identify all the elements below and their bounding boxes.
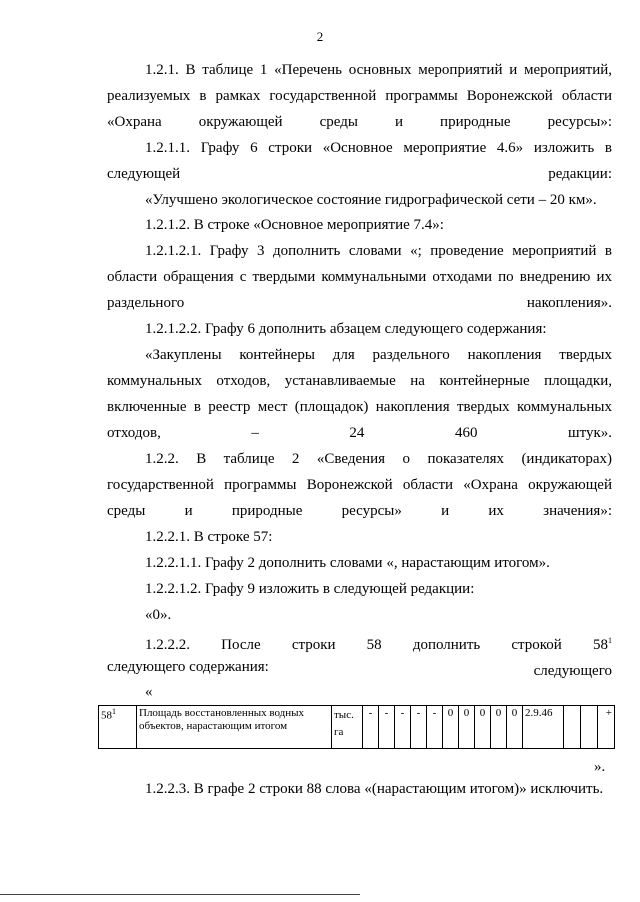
row-number-sup: 1	[112, 707, 116, 716]
paragraph-1-2-2-1: 1.2.2.1. В строке 57:	[145, 529, 273, 545]
row-empty-cell	[564, 706, 581, 749]
row-unit-cell	[332, 706, 363, 749]
paragraph-1-2-2: 1.2.2. В таблице 2 «Сведения о показателях (индикаторах) государственной программы Воронежской области «Охрана окружающей среды и природные ресурсы» и их значения»:	[107, 451, 612, 519]
row-value-cell: 0	[459, 706, 475, 749]
paragraph-1-2-2-2-tail: следующего	[533, 663, 612, 679]
paragraph-1-2-1: 1.2.1. В таблице 1 «Перечень основных мероприятий и мероприятий, реализуемых в рамках государственной программы Воронежской области «Охрана окружающей среды и природные ресурсы»:	[107, 62, 612, 130]
paragraph-1-2-2-3: 1.2.2.3. В графе 2 строки 88 слова «(нарастающим итогом)» исключить.	[145, 781, 604, 797]
row-unit-line2: га	[334, 726, 344, 738]
row-superscript: 1	[608, 636, 612, 645]
paragraph-1-2-1-2-1: 1.2.1.2.1. Графу 3 дополнить словами «; проведение мероприятий в области обращения с твердыми коммунальными отходами по внедрению их раздельного накопления».	[107, 243, 612, 311]
paragraph-1-2-1-2-2: 1.2.1.2.2. Графу 6 дополнить абзацем следующего содержания:	[145, 321, 547, 337]
row-value-cell: 0	[443, 706, 459, 749]
paragraph-1-2-1-1: 1.2.1.1. Графу 6 строки «Основное мероприятие 4.6» изложить в следующей редакции:	[107, 140, 612, 182]
row-value-cell: -	[379, 706, 395, 749]
row-unit-line1: тыс.	[334, 709, 354, 721]
paragraph-quote-hydro: «Улучшено экологическое состояние гидрографической сети – 20 км».	[145, 192, 597, 208]
quote-close: ».	[594, 759, 606, 775]
row-code-cell: 2.9.46	[523, 706, 564, 749]
row-value-cell: -	[411, 706, 427, 749]
row-number-cell	[99, 706, 137, 749]
paragraph-1-2-2-2-cont: следующего содержания:	[107, 659, 269, 675]
inserted-row-table	[98, 705, 615, 749]
row-value-cell: -	[363, 706, 379, 749]
quote-open: «	[145, 684, 153, 700]
row-value-cell: 0	[475, 706, 491, 749]
row-value-cell: 0	[507, 706, 523, 749]
paragraph-1-2-2-1-2: 1.2.2.1.2. Графу 9 изложить в следующей редакции:	[145, 581, 475, 597]
row-number: 58	[101, 709, 112, 722]
page-number: 2	[316, 29, 324, 44]
bottom-rule	[0, 894, 360, 895]
paragraph-quote-containers: «Закуплены контейнеры для раздельного накопления твердых коммунальных отходов, устанавливаемые на контейнерные площадки, включенные в реестр мест (площадок) накопления твердых коммунальных отходов, – 24 460 штук».	[107, 347, 612, 441]
paragraph-1-2-2-1-1: 1.2.2.1.1. Графу 2 дополнить словами «, нарастающим итогом».	[145, 555, 550, 571]
row-value-cell: -	[395, 706, 411, 749]
row-value-cell: 0	[491, 706, 507, 749]
paragraph-quote-zero: «0».	[145, 607, 172, 623]
table-row	[99, 706, 615, 749]
paragraph-1-2-1-2: 1.2.1.2. В строке «Основное мероприятие 7.4»:	[145, 217, 444, 233]
row-plus-cell: +	[598, 706, 615, 749]
row-value-cell: -	[427, 706, 443, 749]
row-empty-cell	[581, 706, 598, 749]
paragraph-1-2-2-2-text: 1.2.2.2. После строки 58 дополнить строкой 58	[145, 637, 608, 653]
row-name-cell: Площадь восстановленных водных объектов, нарастающим итогом	[137, 706, 332, 749]
